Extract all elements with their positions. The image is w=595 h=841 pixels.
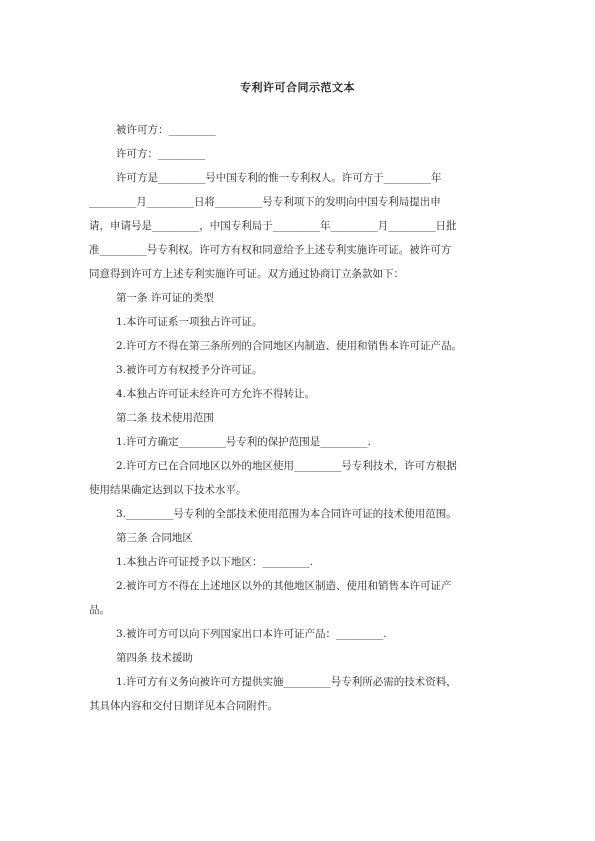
- clause-line: 品。: [89, 604, 110, 616]
- clause-line: 使用结果确定达到以下技术水平。: [89, 484, 247, 496]
- paragraph-line: _________月_________日将_________号专利项下的发明向中国专利局提出申: [89, 196, 441, 208]
- paragraph-line: 同意得到许可方上述专利实施许可证。双方通过协商订立条款如下：: [89, 268, 404, 280]
- paragraph-line: 准_________号专利权。许可方有权和同意给予上述专利实施许可证。被许可方: [89, 244, 452, 256]
- clause-line: 1.许可方有义务向被许可方提供实施_________号专利所必需的技术资料，: [116, 676, 457, 688]
- clause-line: 其具体内容和交付日期详见本合同附件。: [89, 700, 278, 712]
- article-heading: 第三条 合同地区: [116, 532, 193, 544]
- licensor-line: 许可方：_________: [116, 148, 206, 160]
- clause-line: 1.本许可证系一项独占许可证。: [116, 316, 263, 328]
- clause-line: 3._________号专利的全部技术使用范围为本合同许可证的技术使用范围。: [116, 508, 457, 520]
- article-heading: 第一条 许可证的类型: [116, 292, 214, 304]
- clause-line: 3.被许可方有权授予分许可证。: [116, 364, 263, 376]
- licensee-line: 被许可方：_________: [116, 124, 216, 136]
- clause-line: 4.本独占许可证未经许可方允许不得转让。: [116, 388, 316, 400]
- clause-line: 2.许可方已在合同地区以外的地区使用_________号专利技术，许可方根据: [116, 460, 457, 472]
- article-heading: 第四条 技术援助: [116, 652, 193, 664]
- paragraph-line: 许可方是_________号中国专利的惟一专利权人。许可方于_________年: [116, 172, 442, 184]
- document-title: 专利许可合同示范文本: [240, 81, 355, 94]
- clause-line: 1.本独占许可证授予以下地区：_________.: [116, 556, 314, 568]
- clause-line: 3.被许可方可以向下列国家出口本许可证产品：_________.: [116, 628, 387, 640]
- clause-line: 2.许可方不得在第三条所列的合同地区内制造、使用和销售本许可证产品。: [116, 340, 463, 352]
- clause-line: 1.许可方确定_________号专利的保护范围是_________.: [116, 436, 371, 448]
- article-heading: 第二条 技术使用范围: [116, 412, 214, 424]
- paragraph-line: 请，申请号是_________，中国专利局于_________年_________月_________日批: [89, 220, 457, 232]
- clause-line: 2.被许可方不得在上述地区以外的其他地区制造、使用和销售本许可证产: [116, 580, 452, 592]
